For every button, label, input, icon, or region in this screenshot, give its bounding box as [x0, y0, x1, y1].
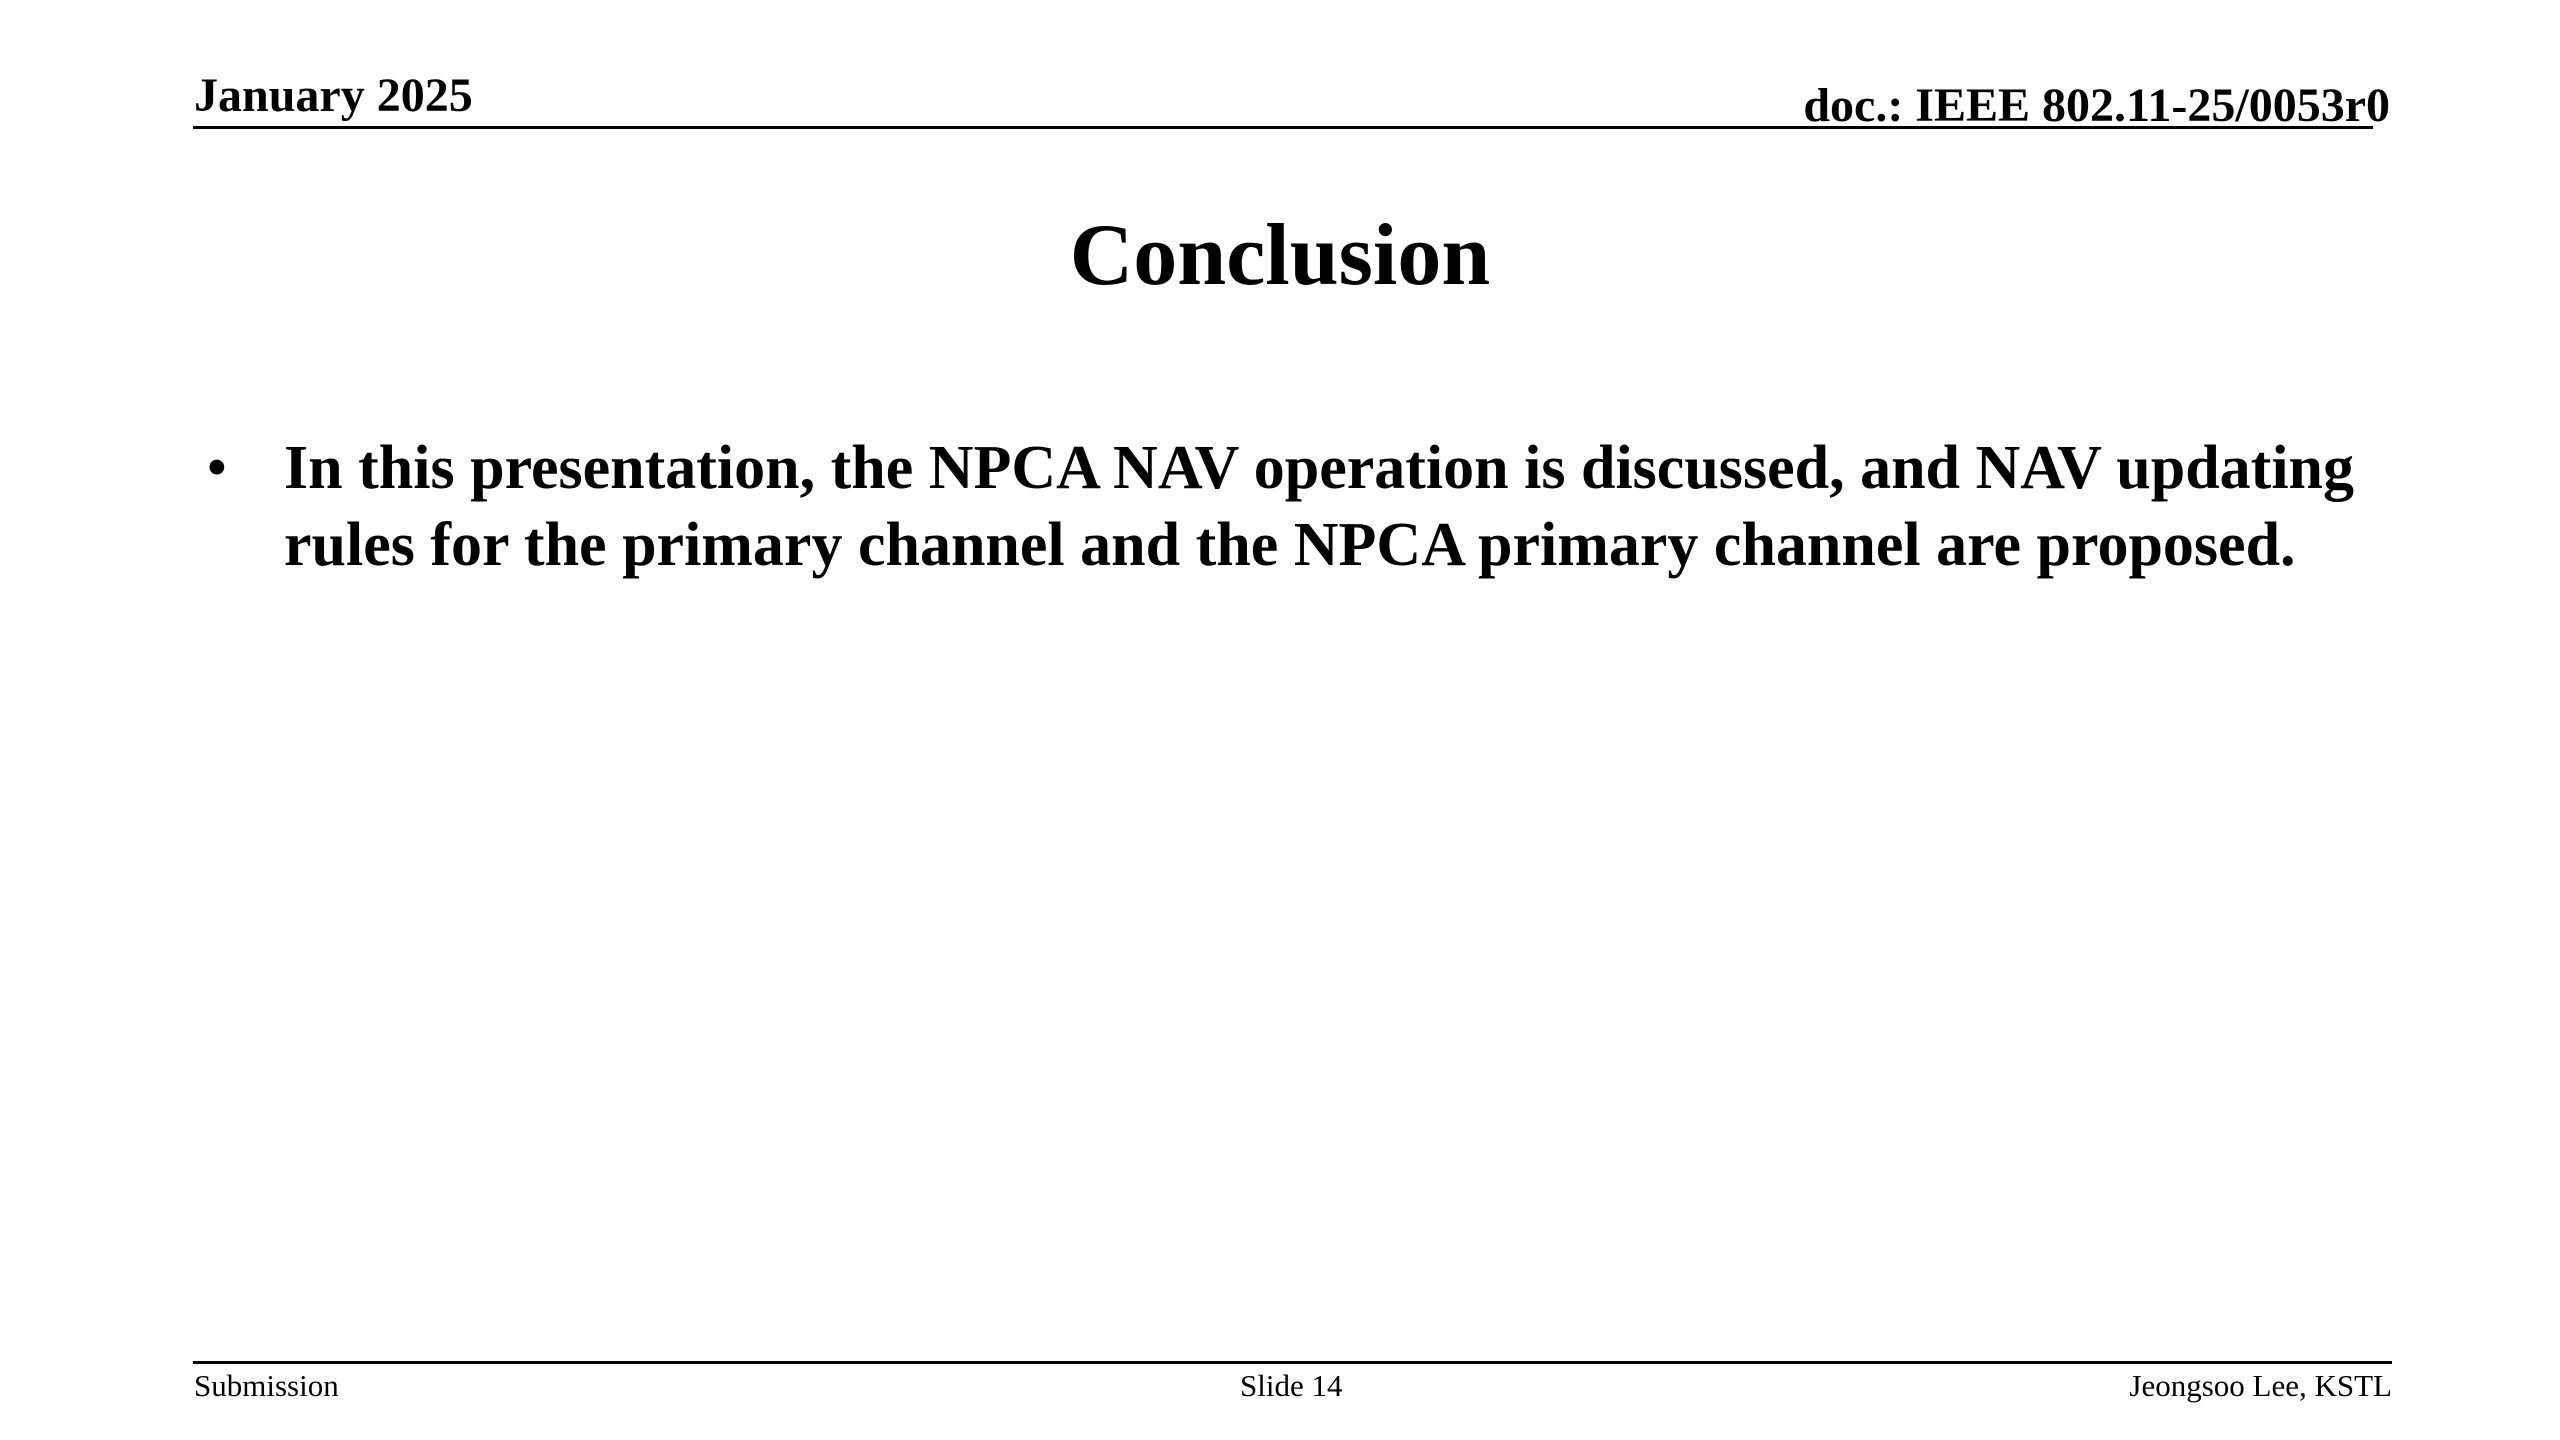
footer-slide-number: Slide 14 [1240, 1368, 1343, 1403]
header-divider [193, 126, 2373, 129]
footer-author: Jeongsoo Lee, KSTL [2129, 1368, 2392, 1403]
bullet-text: In this presentation, the NPCA NAV operation is discussed, and NAV updating rules for the primary channel and the NPCA primary channel are proposed. [284, 434, 2355, 579]
bullet-list [206, 430, 2406, 584]
header-date: January 2025 [194, 69, 473, 122]
bullet-icon: • [206, 434, 228, 502]
header-document-id: doc.: IEEE 802.11-25/0053r0 [1803, 79, 2390, 132]
slide-title: Conclusion [1069, 207, 1491, 304]
footer-submission-label: Submission [194, 1368, 339, 1403]
footer-divider [193, 1361, 2392, 1364]
bullet-item [206, 430, 2406, 584]
